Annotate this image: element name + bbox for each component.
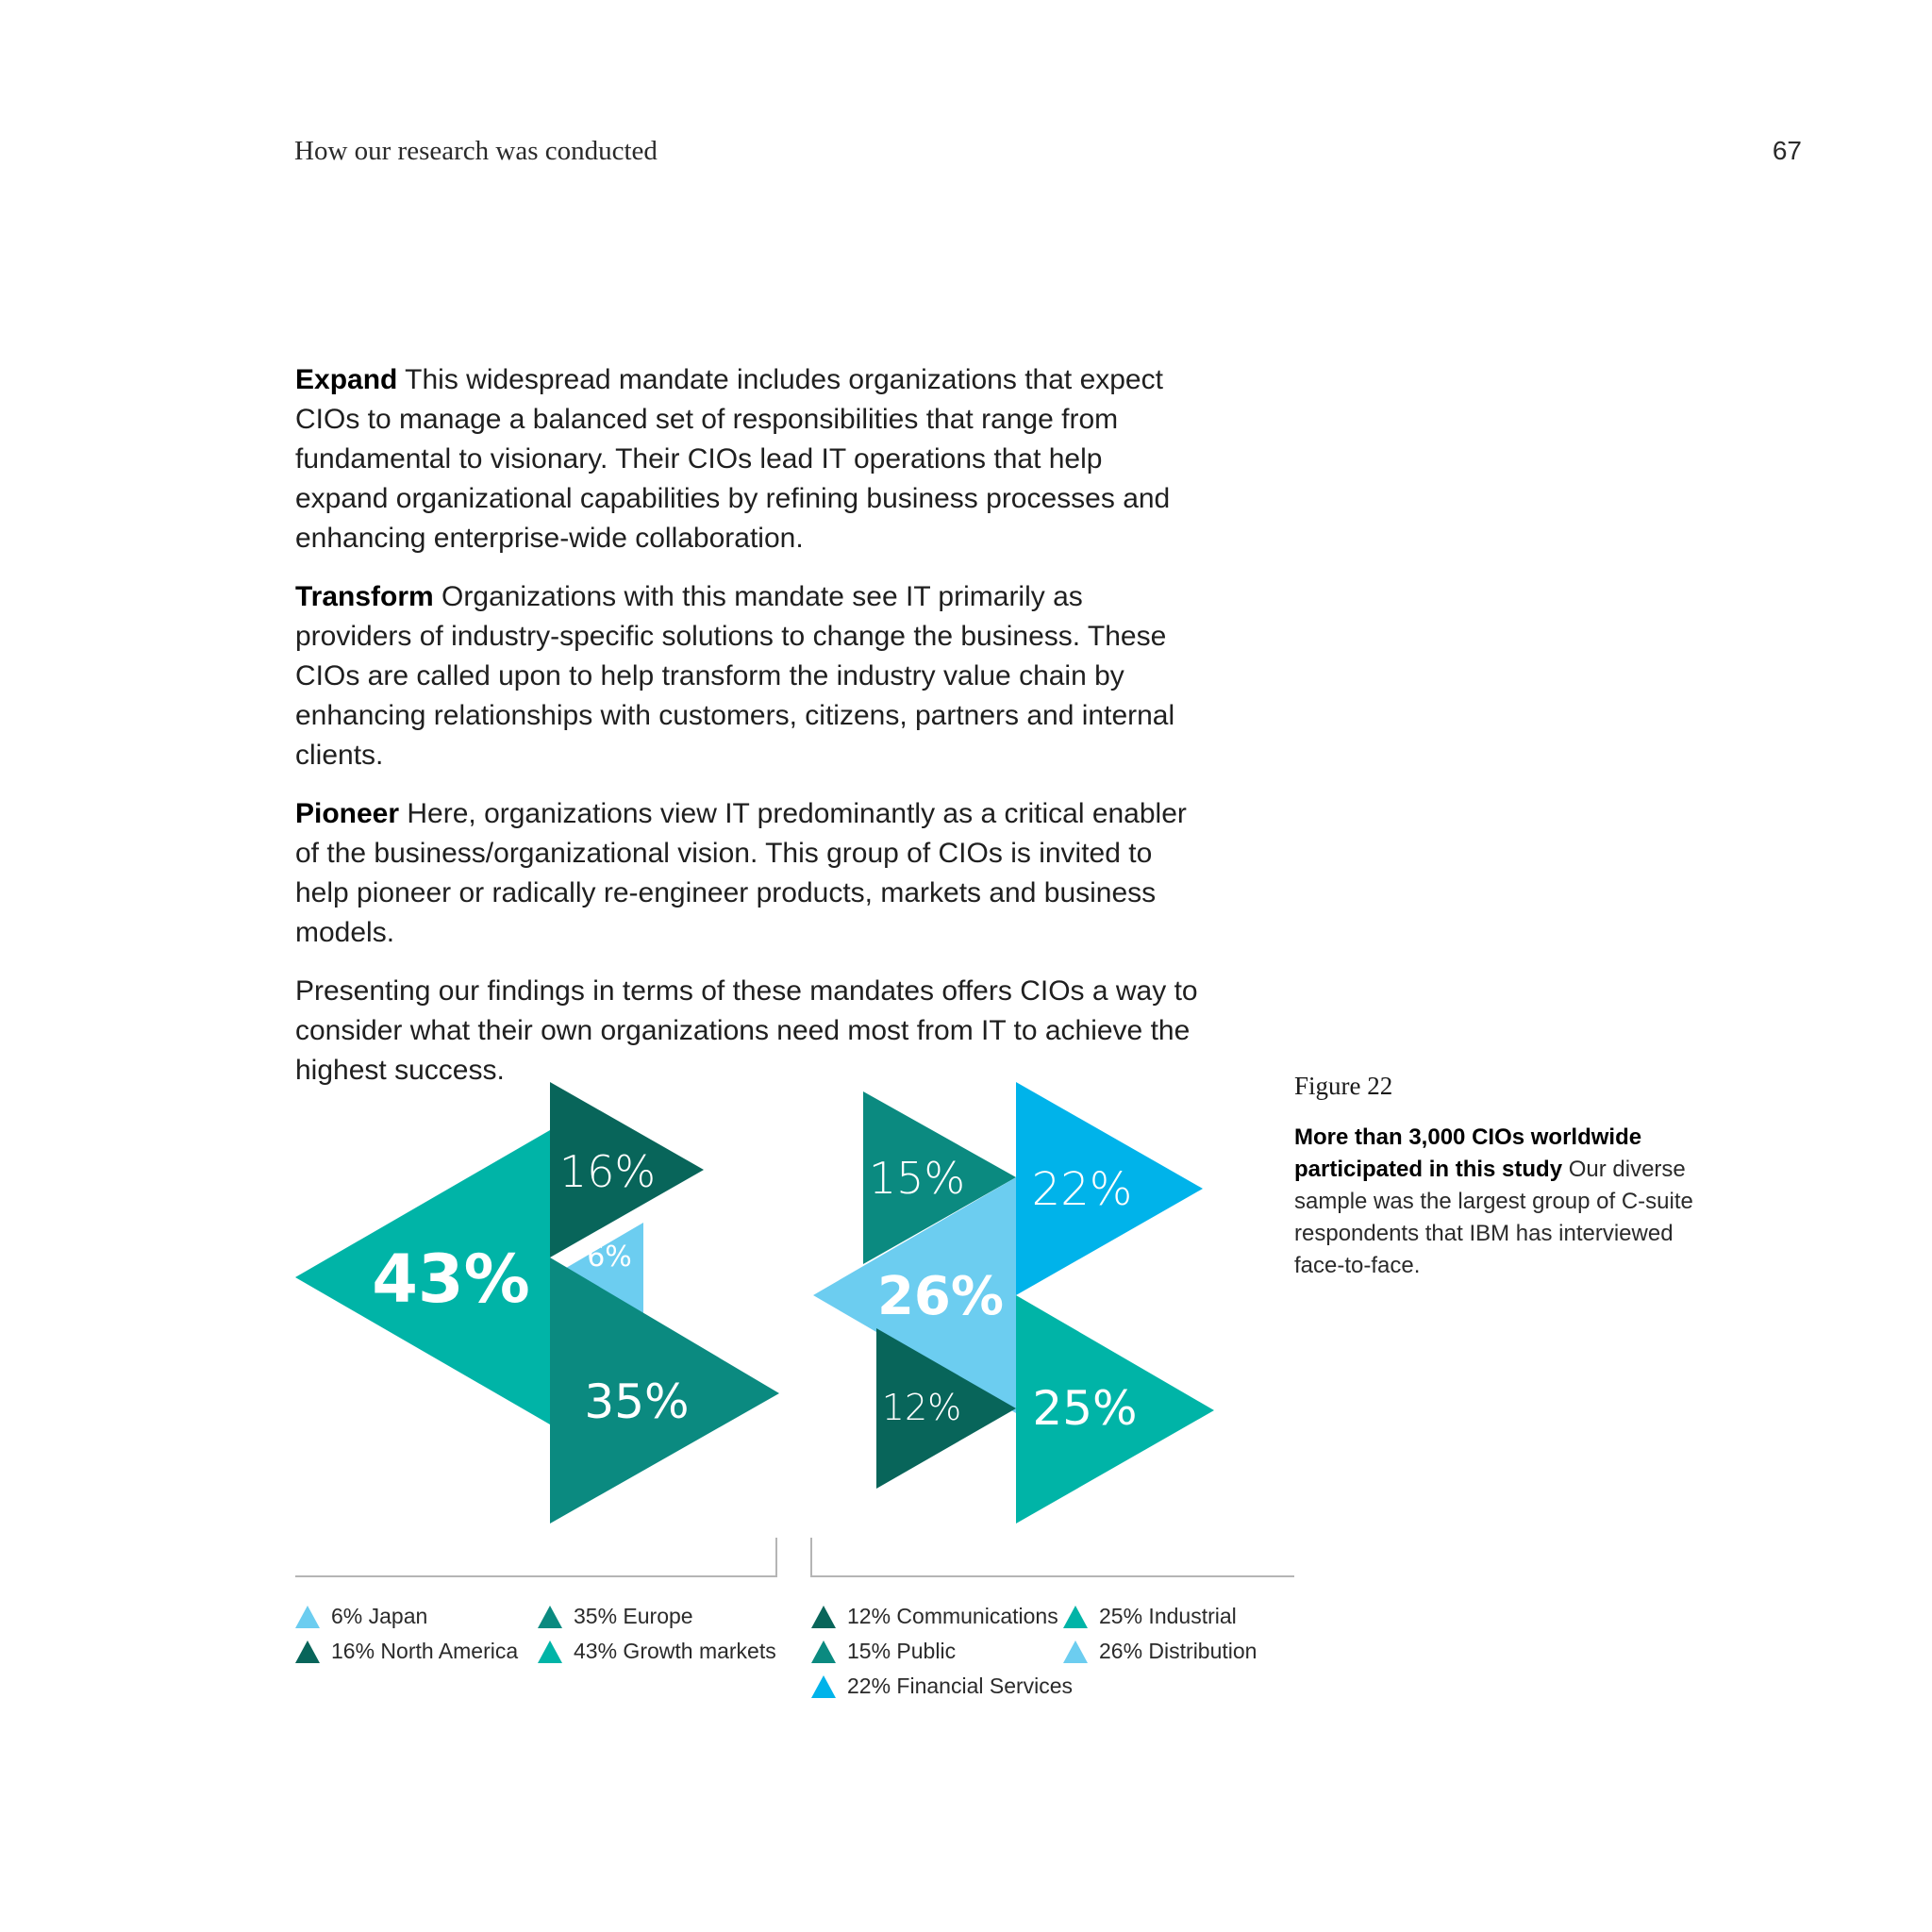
label-15pct: 15% bbox=[868, 1153, 966, 1204]
label-26pct: 26% bbox=[876, 1266, 1005, 1327]
lead-expand: Expand bbox=[295, 364, 398, 395]
legend-label: 16% North America bbox=[331, 1639, 519, 1663]
legend-distribution bbox=[1063, 1639, 1257, 1664]
legend-europe bbox=[538, 1604, 693, 1629]
label-16pct: 16% bbox=[558, 1146, 657, 1197]
legend-label: 26% Distribution bbox=[1099, 1639, 1257, 1663]
legend-public bbox=[811, 1639, 956, 1664]
legend-label: 25% Industrial bbox=[1099, 1604, 1237, 1628]
text-expand: This widespread mandate includes organizations that expect CIOs to manage a balanced set of responsibilities that range from fundamental to visionary. Their CIOs lead IT operations that help expand organizational capabilities by refining business processes and enhancing enterprise-wide collaboration. bbox=[295, 364, 1171, 554]
text-transform: Organizations with this mandate see IT primarily as providers of industry-specific solutions to change the business. These CIOs are called upon to help transform the industry value chain by enhancing relationships with customers, citizens, partners and internal clients. bbox=[295, 581, 1175, 771]
triangle-icon bbox=[811, 1641, 836, 1663]
legend-label: 6% Japan bbox=[331, 1604, 428, 1628]
text-summary: Presenting our findings in terms of these mandates offers CIOs a way to consider what their own organizations need most from IT to achieve the highest success. bbox=[295, 975, 1198, 1086]
page-number: 67 bbox=[1772, 136, 1802, 165]
figure-label: Figure 22 bbox=[1294, 1072, 1393, 1100]
legend-label: 22% Financial Services bbox=[847, 1674, 1074, 1698]
legend-label: 43% Growth markets bbox=[574, 1639, 776, 1663]
figure-caption-body: Our diverse sample was the largest group of C-suite respondents that IBM has interviewed face-to-face. bbox=[1294, 1157, 1693, 1278]
label-6pct: 6% bbox=[587, 1241, 632, 1274]
lead-pioneer: Pioneer bbox=[295, 798, 400, 829]
label-35pct: 35% bbox=[584, 1374, 690, 1429]
legend-label: 12% Communications bbox=[847, 1604, 1058, 1628]
legend-financial-services bbox=[811, 1674, 1073, 1699]
legend-communications bbox=[811, 1604, 1058, 1629]
bracket-right bbox=[811, 1538, 1294, 1576]
triangle-icon bbox=[811, 1606, 836, 1628]
legend-label: 15% Public bbox=[847, 1639, 957, 1663]
legend-growth-markets bbox=[538, 1639, 776, 1664]
text-pioneer: Here, organizations view IT predominantly as a critical enabler of the business/organizational vision. This group of CIOs is invited to help pioneer or radically re-engineer products, markets and business models. bbox=[295, 798, 1187, 948]
legend-label: 35% Europe bbox=[574, 1604, 693, 1628]
triangle-icon bbox=[1063, 1606, 1088, 1628]
figure-caption-bold: More than 3,000 CIOs worldwide participated in this study bbox=[1294, 1124, 1642, 1182]
triangle-icon bbox=[538, 1641, 562, 1663]
triangle-icon bbox=[811, 1675, 836, 1698]
legend-japan bbox=[295, 1604, 427, 1629]
triangle-icon bbox=[1063, 1641, 1088, 1663]
legend-north-america bbox=[295, 1639, 518, 1664]
triangle-icon bbox=[538, 1606, 562, 1628]
triangle-icon bbox=[295, 1641, 320, 1663]
bracket-left bbox=[295, 1538, 776, 1576]
running-head: How our research was conducted bbox=[294, 136, 658, 166]
label-12pct: 12% bbox=[881, 1387, 962, 1428]
triangle-icon bbox=[295, 1606, 320, 1628]
lead-transform: Transform bbox=[295, 581, 434, 612]
legend-industrial bbox=[1063, 1604, 1237, 1629]
label-43pct: 43% bbox=[372, 1241, 530, 1318]
label-25pct: 25% bbox=[1032, 1381, 1138, 1436]
label-22pct: 22% bbox=[1031, 1163, 1133, 1216]
